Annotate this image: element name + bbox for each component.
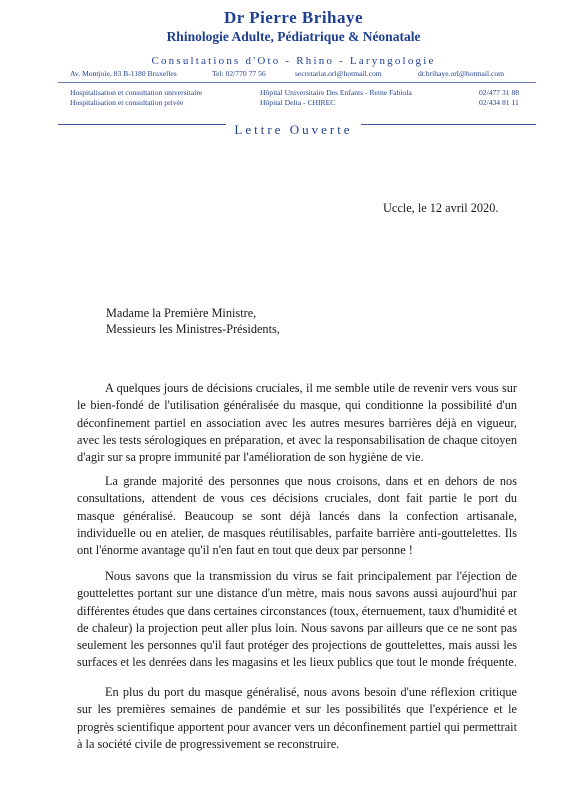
doctor-name: Dr Pierre Brihaye: [223, 8, 364, 27]
email-doctor[interactable]: dr.brihaye.orl@hotmail.com: [418, 69, 505, 78]
hospital-1-place: Hôpital Universitaire Des Enfants - Reine Fabiola: [260, 88, 412, 97]
paragraph-4: En plus du port du masque généralisé, nous avons besoin d'une réflexion critique sur les premières semaines de pandémie et sur les possibilités que l'expérience et le progrès scientifique apportent pour avancer vers un déconfinement partiel qui permettrait à la société civile de progressivement se reconstruire.: [77, 685, 517, 751]
date-line: Uccle, le 12 avril 2020.: [383, 201, 499, 215]
salutation-line-2: Messieurs les Ministres-Présidents,: [106, 322, 280, 336]
hospital-1-phone: 02/477 31 88: [479, 88, 520, 97]
address: Av. Montjoie, 83 B-1180 Bruxelles: [70, 69, 177, 78]
hospital-2-label: Hospitalisation et consultation privée: [70, 98, 184, 107]
paragraph-3: Nous savons que la transmission du virus se fait principalement par l'éjection de gouttelettes portant sur une distance d'un mètre, mais nous savons aussi aujourd'hui par différentes études que dans certaines circonstances (toux, éternuement, taux d'humidité et de chaleur) la projection peut aller plus loin. Nous savons par ailleurs que ce ne sont pas seulement les personnes qu'il faut protéger des projections de gouttelettes, mais aussi les surfaces et les denrées dans les magasins et les lieux publics que tout le monde fréquente.: [77, 569, 517, 670]
telephone: Tel: 02/770 77 56: [212, 69, 266, 78]
paragraph-2: La grande majorité des personnes que nous croisons, dans et en dehors de nos consultations, attendent de vous ces décisions cruciales, dont fait partie le port du masque généralisé. Beaucoup se sont déjà lancés dans la confection artisanale, individuelle ou en atelier, de masques réutilisables, parfaite barrière anti-gouttelettes. Ils ont l'énorme avantage qu'il n'en faut en tout que deux par personne !: [77, 474, 517, 558]
header-divider: [58, 82, 536, 83]
hospital-2-place: Hôpital Delta - CHIREC: [260, 98, 336, 107]
banner-title: Lettre Ouverte: [226, 122, 360, 137]
banner-title-wrap: [0, 122, 587, 138]
hospital-2-phone: 02/434 81 11: [479, 98, 519, 107]
consultations-heading: Consultations d'Oto - Rhino - Laryngologie: [151, 55, 436, 67]
paragraph-1: A quelques jours de décisions cruciales, il me semble utile de revenir vers vous sur le bien-fondé de l'utilisation généralisée du masque, qui conditionne la possibilité d'un déconfinement partiel en association avec les autres mesures barrières déjà en vigueur, avec les tests sérologiques en préparation, et avec la responsabilisation de chaque citoyen d'agir sur sa propre immunité par l'amélioration de son hygiène de vie.: [77, 381, 517, 465]
email-secretariat[interactable]: secretariat.orl@hotmail.com: [295, 69, 382, 78]
specialty: Rhinologie Adulte, Pédiatrique & Néonatale: [166, 29, 421, 44]
salutation-line-1: Madame la Première Ministre,: [106, 306, 257, 320]
hospital-1-label: Hospitalisation et consultation universitaire: [70, 88, 203, 97]
